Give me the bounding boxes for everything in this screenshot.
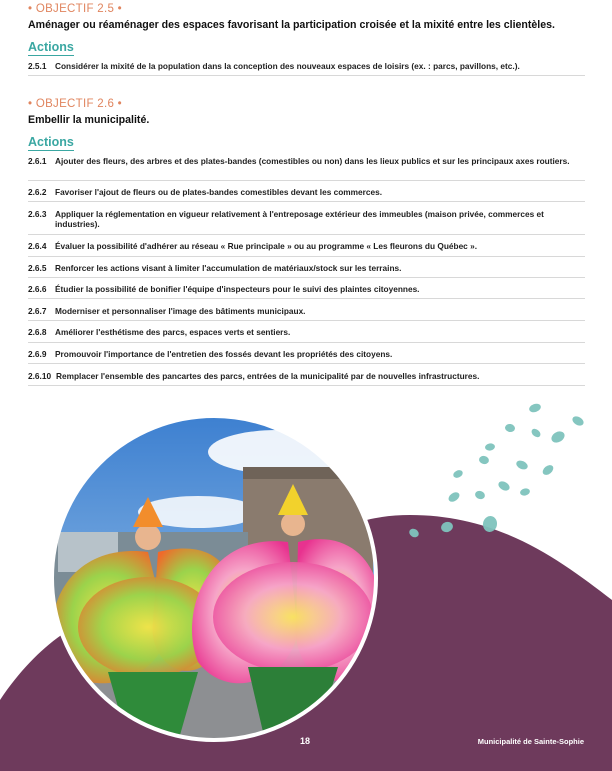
action-text: Favoriser l'ajout de fleurs ou de plates-bandes comestibles devant les commerces. xyxy=(55,187,383,197)
action-number: 2.6.10 xyxy=(28,371,52,381)
action-number: 2.6.7 xyxy=(28,306,47,316)
divider xyxy=(28,180,585,181)
divider xyxy=(28,363,585,364)
divider xyxy=(28,75,585,76)
action-text: Renforcer les actions visant à limiter l'accumulation de matériaux/stock sur les terrains. xyxy=(55,263,402,273)
action-number: 2.6.5 xyxy=(28,263,47,273)
action-text: Promouvoir l'importance de l'entretien des fossés devant les propriétés des citoyens. xyxy=(55,349,393,359)
divider xyxy=(28,256,585,257)
action-text: Remplacer l'ensemble des pancartes des parcs, entrées de la municipalité par de nouvelles infrastructures. xyxy=(56,371,480,381)
objective-25-actions-heading: Actions xyxy=(28,40,74,54)
divider xyxy=(28,234,585,235)
action-number: 2.6.1 xyxy=(28,156,47,166)
divider xyxy=(28,320,585,321)
action-number: 2.6.9 xyxy=(28,349,47,359)
footer-municipality-name: Municipalité de Sainte-Sophie xyxy=(477,737,584,746)
action-text: Appliquer la réglementation en vigueur relativement à l'entreposage extérieur des immeubles (maison privée, commerces et industries). xyxy=(55,209,544,229)
divider xyxy=(28,298,585,299)
action-number: 2.5.1 xyxy=(28,61,47,71)
objective-25-title: Aménager ou réaménager des espaces favorisant la participation croisée et la mixité entre les clientèles. xyxy=(28,19,555,31)
divider xyxy=(28,385,585,386)
objective-26-label: • OBJECTIF 2.6 • xyxy=(28,98,123,110)
action-text: Ajouter des fleurs, des arbres et des plates-bandes (comestibles ou non) dans les lieux publics et sur les principaux axes routiers. xyxy=(55,156,570,166)
objective-26-title: Embellir la municipalité. xyxy=(28,114,150,126)
action-text: Moderniser et personnaliser l'image des bâtiments municipaux. xyxy=(55,306,306,316)
divider xyxy=(28,342,585,343)
action-number: 2.6.2 xyxy=(28,187,47,197)
action-number: 2.6.3 xyxy=(28,209,47,219)
divider xyxy=(28,277,585,278)
action-number: 2.6.4 xyxy=(28,241,47,251)
divider xyxy=(28,201,585,202)
flower-costume-photo xyxy=(48,412,380,744)
action-text: Améliorer l'esthétisme des parcs, espaces verts et sentiers. xyxy=(55,327,291,337)
action-text: Considérer la mixité de la population dans la conception des nouveaux espaces de loisirs (ex. : parcs, pavillons, etc.). xyxy=(55,61,520,71)
objective-26-actions-heading: Actions xyxy=(28,135,74,149)
action-number: 2.6.6 xyxy=(28,284,47,294)
objective-25-label: • OBJECTIF 2.5 • xyxy=(28,3,123,15)
action-text: Évaluer la possibilité d'adhérer au réseau « Rue principale » ou au programme « Les fleurons du Québec ». xyxy=(55,241,478,251)
action-text: Étudier la possibilité de bonifier l'équipe d'inspecteurs pour le suivi des plaintes citoyennes. xyxy=(55,284,420,294)
action-number: 2.6.8 xyxy=(28,327,47,337)
page-number: 18 xyxy=(300,736,311,746)
